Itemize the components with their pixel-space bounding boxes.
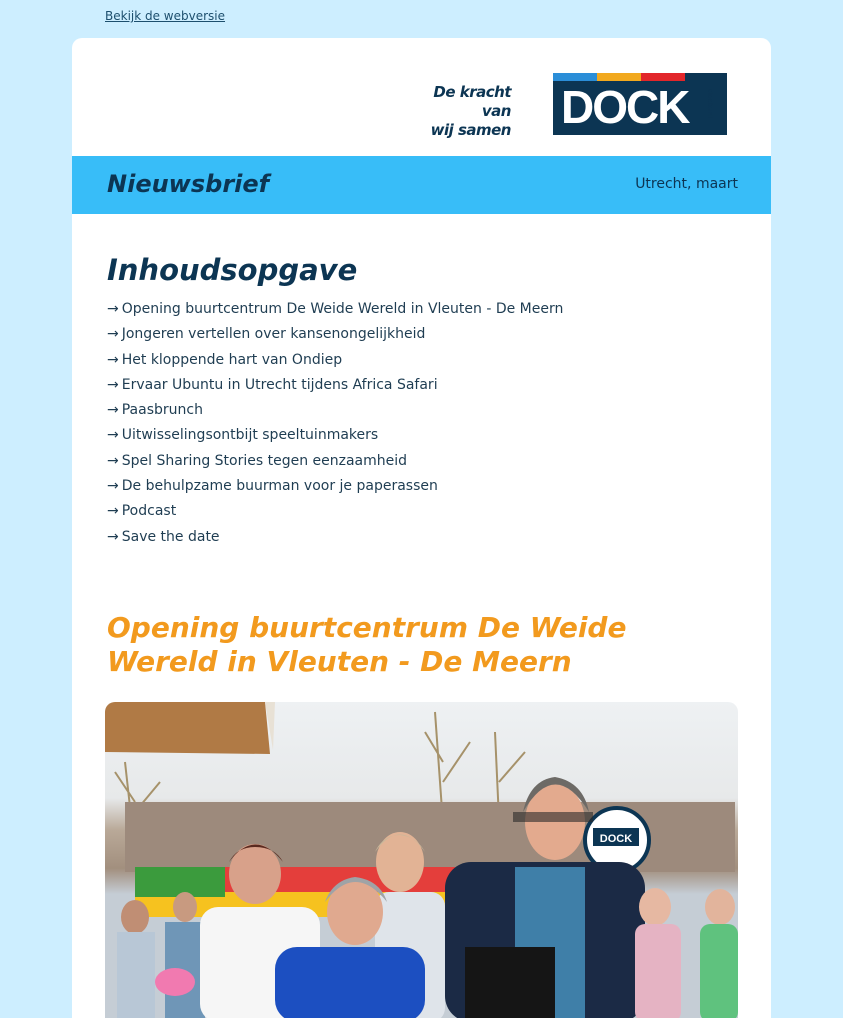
photo-illustration	[105, 702, 738, 1018]
toc-heading: Inhoudsopgave	[107, 253, 358, 287]
toc-item[interactable]	[107, 452, 563, 477]
logo-brand-text: DOCK	[561, 81, 689, 133]
dock-wordmark	[553, 73, 727, 135]
toc-item[interactable]	[107, 300, 563, 325]
arrow-right-icon: →	[107, 478, 119, 495]
arrow-right-icon: →	[107, 301, 119, 317]
logo-stripe-yellow	[597, 73, 641, 81]
toc-item-label: De behulpzame buurman voor je paperassen	[121, 478, 438, 495]
banner-title: Nieuwsbrief	[107, 170, 270, 198]
table-of-contents	[107, 300, 563, 553]
tagline-line-1: De kracht van	[433, 83, 511, 120]
arrow-right-icon: →	[107, 452, 119, 469]
logo-side-text: dock.nl	[706, 89, 715, 118]
dock-logo[interactable]	[421, 71, 741, 139]
canopy-roof	[105, 702, 270, 754]
toc-item[interactable]	[107, 477, 563, 502]
arrow-right-icon: →	[107, 427, 119, 444]
toc-item[interactable]	[107, 351, 563, 376]
logo-stripe-blue	[553, 73, 597, 81]
arrow-right-icon: →	[107, 503, 119, 520]
dock-badge-text: DOCK	[599, 833, 633, 845]
arrow-right-icon: →	[107, 351, 119, 368]
article-photo[interactable]	[105, 702, 738, 1018]
flag-stripe-green	[135, 867, 225, 897]
toc-item[interactable]	[107, 528, 563, 553]
toc-item[interactable]	[107, 376, 563, 401]
banner-location: Utrecht, maart	[635, 176, 738, 192]
toc-item-label: Uitwisselingsontbijt speeltuinmakers	[121, 427, 379, 444]
toc-item-label: Jongeren vertellen over kansenongelijkheid	[121, 326, 426, 343]
toc-item-label: Paasbrunch	[121, 402, 203, 419]
toc-item[interactable]	[107, 502, 563, 527]
newsletter-banner	[72, 156, 771, 214]
toc-item-label: Spel Sharing Stories tegen eenzaamheid	[121, 452, 408, 469]
toc-item[interactable]	[107, 426, 563, 451]
toc-item[interactable]	[107, 401, 563, 426]
toc-item-label: Opening buurtcentrum De Weide Wereld in Vleuten - De Meern	[121, 301, 564, 317]
arrow-right-icon: →	[107, 528, 119, 545]
article-title: Opening buurtcentrum De Weide Wereld in Vleuten - De Meern	[107, 611, 627, 678]
newsletter-card	[72, 38, 771, 1018]
logo-tagline	[421, 83, 511, 140]
logo-stripe-red	[641, 73, 685, 81]
tagline-line-2: wij samen	[430, 121, 511, 139]
toc-item-label: Save the date	[121, 528, 220, 545]
toc-item-label: Ervaar Ubuntu in Utrecht tijdens Africa Safari	[121, 376, 438, 393]
toc-item-label: Podcast	[121, 503, 177, 520]
toc-item[interactable]	[107, 325, 563, 350]
webversion-link[interactable]: Bekijk de webversie	[105, 9, 226, 23]
arrow-right-icon: →	[107, 376, 119, 393]
arrow-right-icon: →	[107, 326, 119, 343]
toc-item-label: Het kloppende hart van Ondiep	[121, 351, 343, 368]
arrow-right-icon: →	[107, 402, 119, 419]
